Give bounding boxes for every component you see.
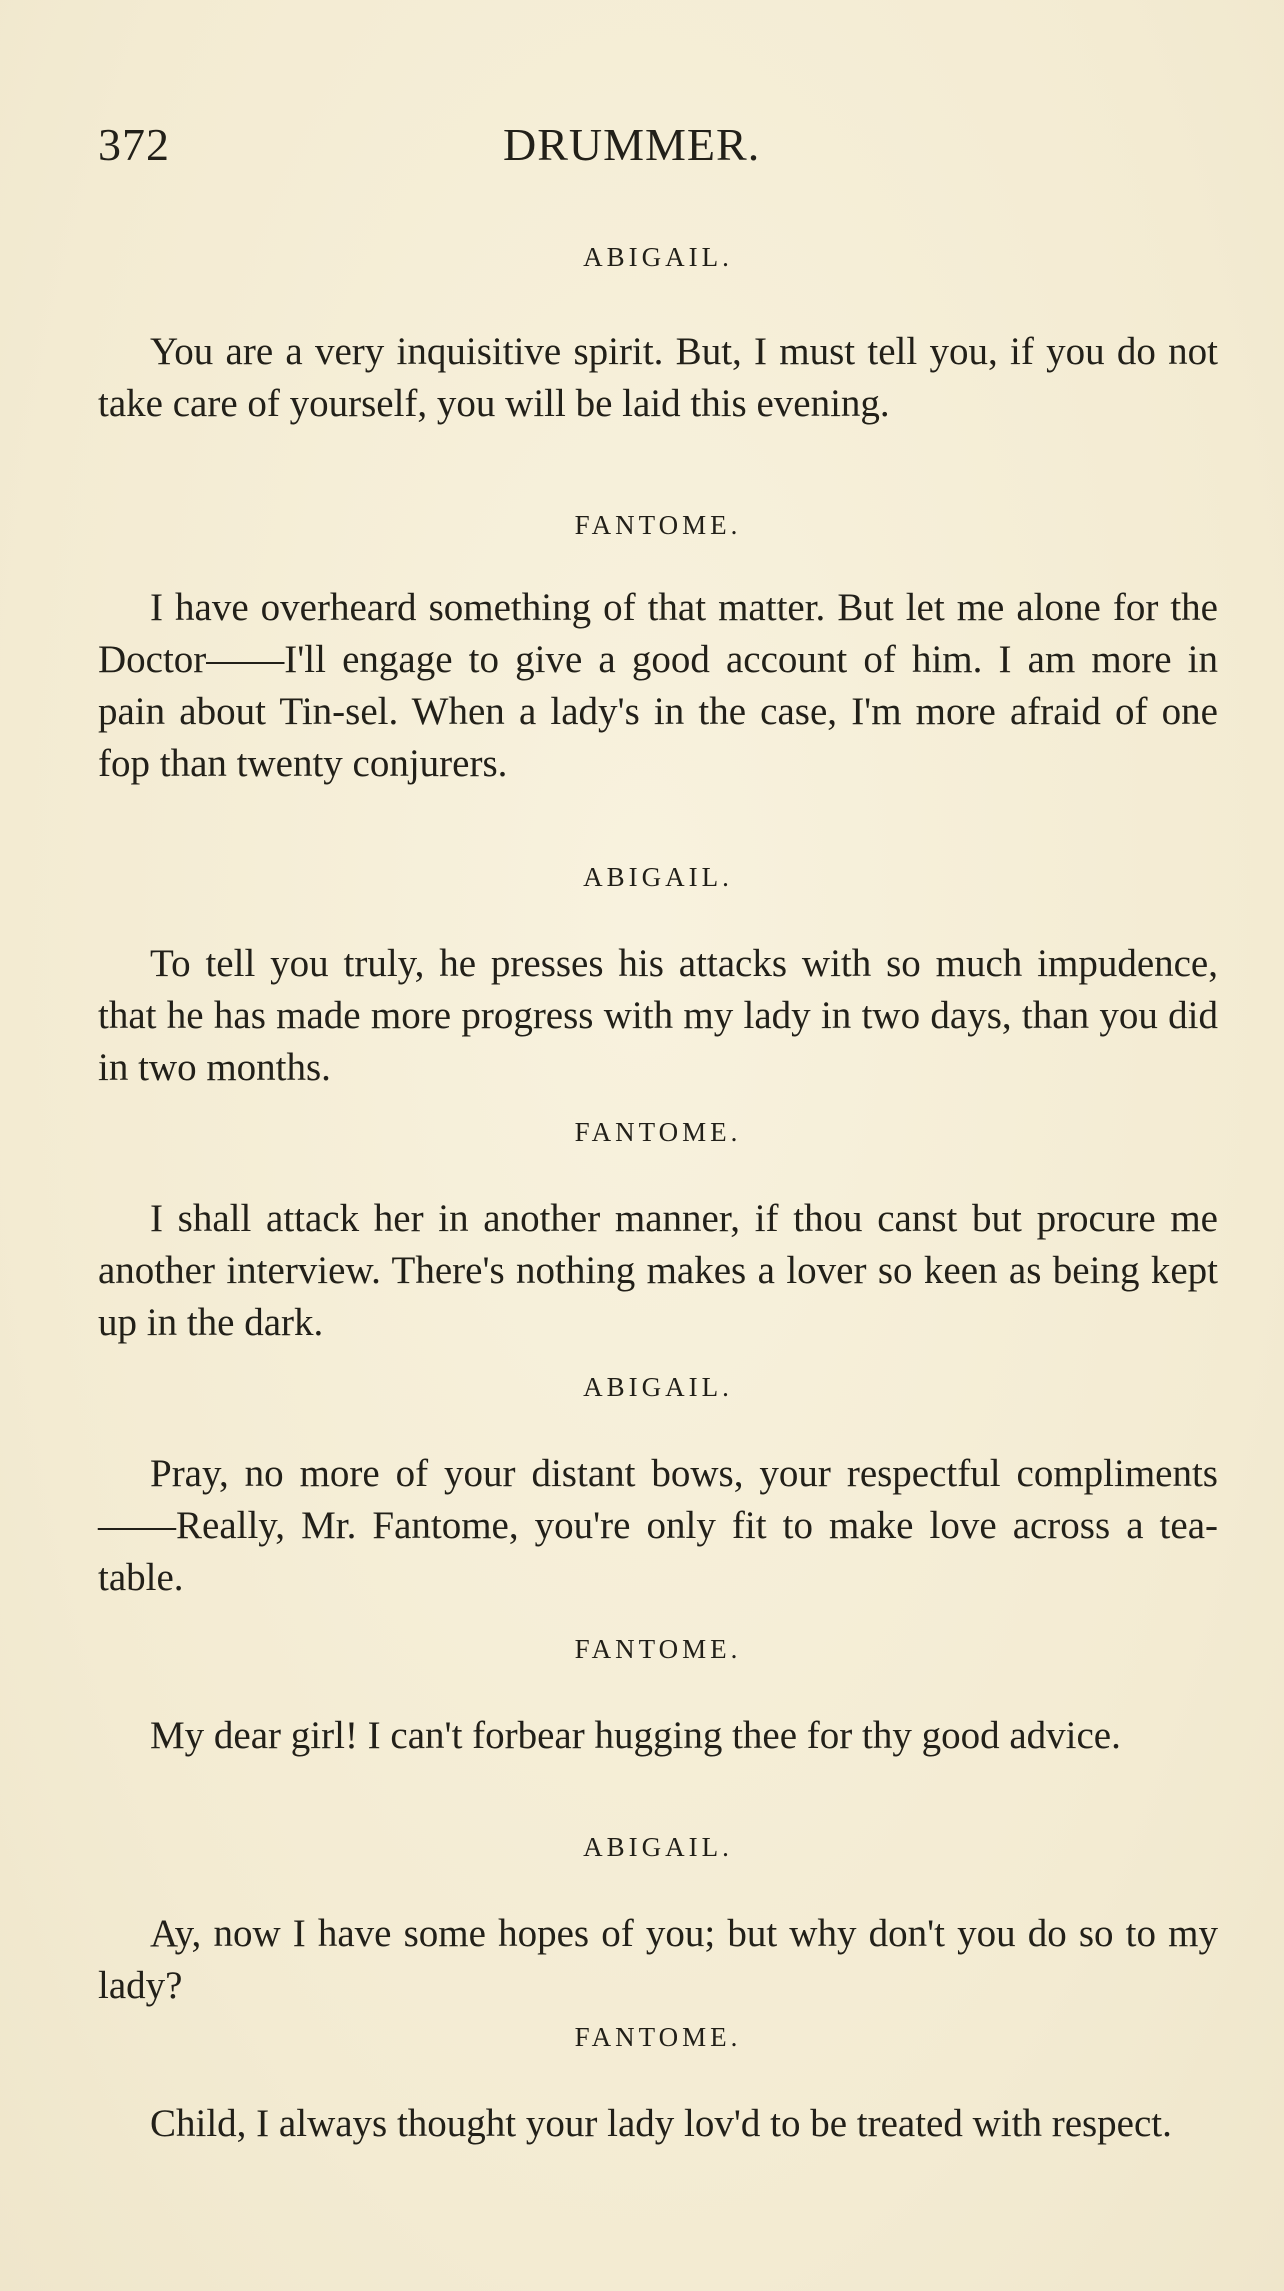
speech-text: Ay, now I have some hopes of you; but why don't you do so to my lady?: [98, 1912, 1218, 2007]
dialogue-entry: [98, 1370, 1218, 1604]
speaker-name: ABIGAIL.: [583, 1832, 733, 1862]
running-head: DRUMMER.: [503, 119, 761, 170]
dialogue-entry: [98, 860, 1218, 1094]
page-header: [98, 118, 1218, 178]
speech-text: My dear girl! I can't forbear hugging thee for thy good advice.: [150, 1714, 1121, 1757]
dialogue-entry: [98, 240, 1218, 430]
speech-text: To tell you truly, he presses his attacks with so much impudence, that he has made more progress with my lady in two days, than you did in two months.: [98, 942, 1218, 1089]
speech-text: Child, I always thought your lady lov'd to be treated with respect.: [150, 2102, 1172, 2145]
speaker-name: ABIGAIL.: [583, 862, 733, 892]
speaker-name: ABIGAIL.: [583, 1372, 733, 1402]
speaker-name: FANTOME.: [574, 1634, 742, 1664]
speaker-name: FANTOME.: [574, 510, 742, 540]
dialogue-entry: [98, 1115, 1218, 1349]
speech-text: You are a very inquisitive spirit. But, I must tell you, if you do not take care of yourself, you will be laid this evening.: [98, 330, 1218, 425]
page-number: 372: [98, 119, 170, 170]
speaker-name: FANTOME.: [574, 1117, 742, 1147]
speech-text: I have overheard something of that matter. But let me alone for the Doctor——I'll engage to give a good account of him. I am more in pain about Tin-sel. When a lady's in the case, I'm more afraid of one fop than twenty conjurers.: [98, 586, 1218, 785]
speech-text: I shall attack her in another manner, if thou canst but procure me another interview. There's nothing makes a lover so keen as being kept up in the dark.: [98, 1197, 1218, 1344]
speaker-name: FANTOME.: [574, 2022, 742, 2052]
dialogue-entry: [98, 1632, 1218, 1762]
dialogue-entry: [98, 2020, 1218, 2150]
speaker-name: ABIGAIL.: [583, 242, 733, 272]
speech-text: Pray, no more of your distant bows, your respectful compliments——Really, Mr. Fantome, you're only fit to make love across a tea-table.: [98, 1452, 1218, 1599]
dialogue-entry: [98, 508, 1218, 790]
dialogue-entry: [98, 1830, 1218, 2012]
